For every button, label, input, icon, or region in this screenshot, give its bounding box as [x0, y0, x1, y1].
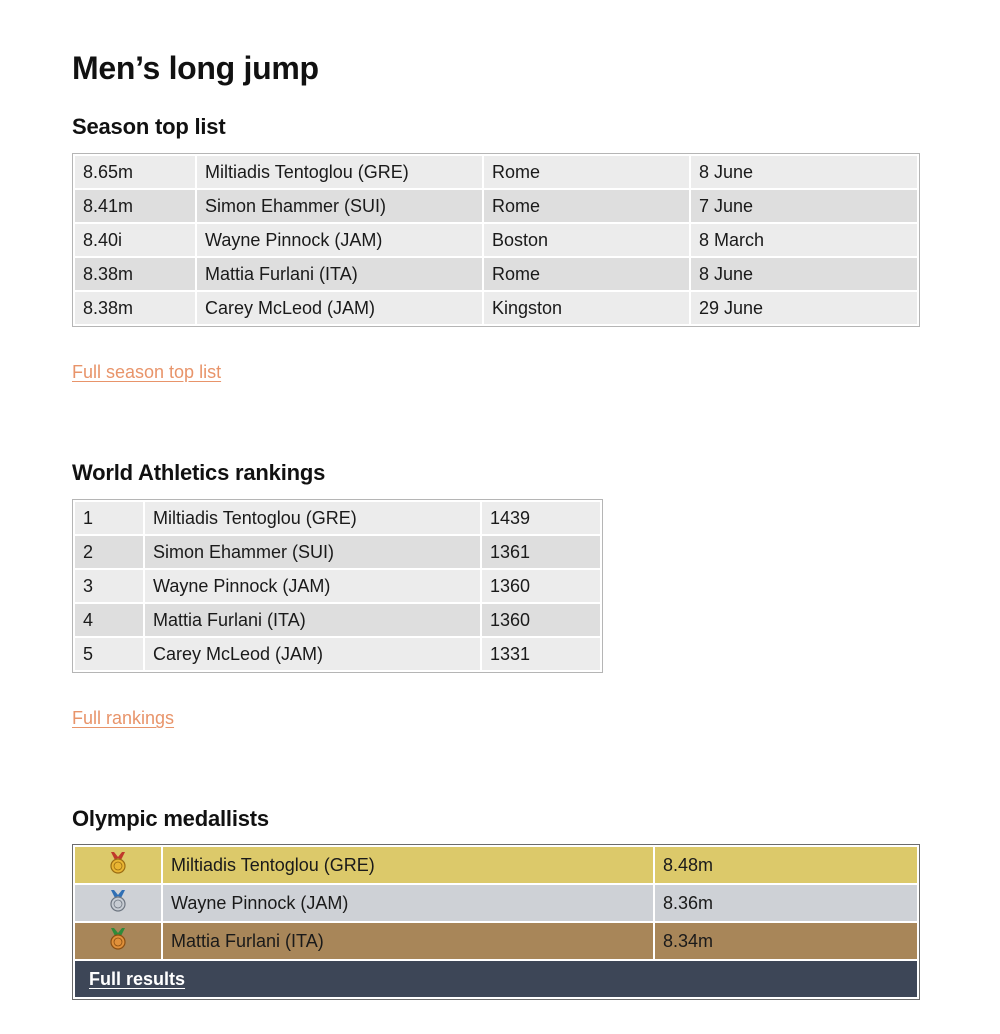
- bronze-medal-icon: [107, 927, 129, 956]
- venue-cell: Rome: [484, 190, 689, 222]
- athlete-cell: Wayne Pinnock (JAM): [163, 885, 653, 921]
- table-row: [75, 847, 917, 883]
- season-top-list-table: [72, 153, 920, 327]
- athlete-cell: Wayne Pinnock (JAM): [197, 224, 482, 256]
- page-title: Men’s long jump: [72, 50, 319, 86]
- table-row: [75, 224, 917, 256]
- table-row: [75, 190, 917, 222]
- mark-cell: 8.65m: [75, 156, 195, 188]
- medal-cell: [75, 847, 161, 883]
- athlete-cell: Mattia Furlani (ITA): [145, 604, 480, 636]
- rank-cell: 1: [75, 502, 143, 534]
- olympic-medallists-heading: Olympic medallists: [72, 806, 269, 831]
- athlete-cell: Wayne Pinnock (JAM): [145, 570, 480, 602]
- athlete-cell: Simon Ehammer (SUI): [197, 190, 482, 222]
- points-cell: 1331: [482, 638, 600, 670]
- rank-cell: 5: [75, 638, 143, 670]
- athlete-cell: Carey McLeod (JAM): [197, 292, 482, 324]
- mark-cell: 8.41m: [75, 190, 195, 222]
- full-results-link[interactable]: Full results: [89, 968, 186, 989]
- venue-cell: Rome: [484, 258, 689, 290]
- footer-cell: [75, 961, 917, 997]
- points-cell: 1360: [482, 604, 600, 636]
- date-cell: 8 June: [691, 156, 917, 188]
- points-cell: 1439: [482, 502, 600, 534]
- medal-cell: [75, 885, 161, 921]
- full-rankings-link[interactable]: Full rankings: [72, 708, 175, 728]
- athlete-cell: Carey McLeod (JAM): [145, 638, 480, 670]
- rank-cell: 3: [75, 570, 143, 602]
- table-row: [75, 258, 917, 290]
- rankings-table: [72, 499, 603, 673]
- table-footer-row: [75, 961, 917, 997]
- full-season-top-list-link[interactable]: Full season top list: [72, 362, 222, 382]
- table-row: [75, 292, 917, 324]
- mark-cell: 8.38m: [75, 258, 195, 290]
- table-row: [75, 638, 600, 670]
- rank-cell: 2: [75, 536, 143, 568]
- athlete-cell: Mattia Furlani (ITA): [163, 923, 653, 959]
- rank-cell: 4: [75, 604, 143, 636]
- table-row: [75, 923, 917, 959]
- table-row: [75, 536, 600, 568]
- venue-cell: Kingston: [484, 292, 689, 324]
- athlete-cell: Miltiadis Tentoglou (GRE): [197, 156, 482, 188]
- date-cell: 8 March: [691, 224, 917, 256]
- rankings-heading: World Athletics rankings: [72, 460, 326, 485]
- athlete-cell: Simon Ehammer (SUI): [145, 536, 480, 568]
- season-top-list-heading: Season top list: [72, 114, 226, 139]
- points-cell: 1361: [482, 536, 600, 568]
- olympic-medallists-table: [72, 844, 920, 1000]
- venue-cell: Boston: [484, 224, 689, 256]
- mark-cell: 8.48m: [655, 847, 917, 883]
- table-row: [75, 156, 917, 188]
- table-row: [75, 604, 600, 636]
- table-row: [75, 885, 917, 921]
- table-row: [75, 502, 600, 534]
- mark-cell: 8.40i: [75, 224, 195, 256]
- silver-medal-icon: [107, 889, 129, 918]
- gold-medal-icon: [107, 851, 129, 880]
- date-cell: 29 June: [691, 292, 917, 324]
- table-row: [75, 570, 600, 602]
- mark-cell: 8.38m: [75, 292, 195, 324]
- points-cell: 1360: [482, 570, 600, 602]
- athlete-cell: Miltiadis Tentoglou (GRE): [163, 847, 653, 883]
- athlete-cell: Miltiadis Tentoglou (GRE): [145, 502, 480, 534]
- medal-cell: [75, 923, 161, 959]
- athlete-cell: Mattia Furlani (ITA): [197, 258, 482, 290]
- venue-cell: Rome: [484, 156, 689, 188]
- mark-cell: 8.34m: [655, 923, 917, 959]
- date-cell: 7 June: [691, 190, 917, 222]
- date-cell: 8 June: [691, 258, 917, 290]
- mark-cell: 8.36m: [655, 885, 917, 921]
